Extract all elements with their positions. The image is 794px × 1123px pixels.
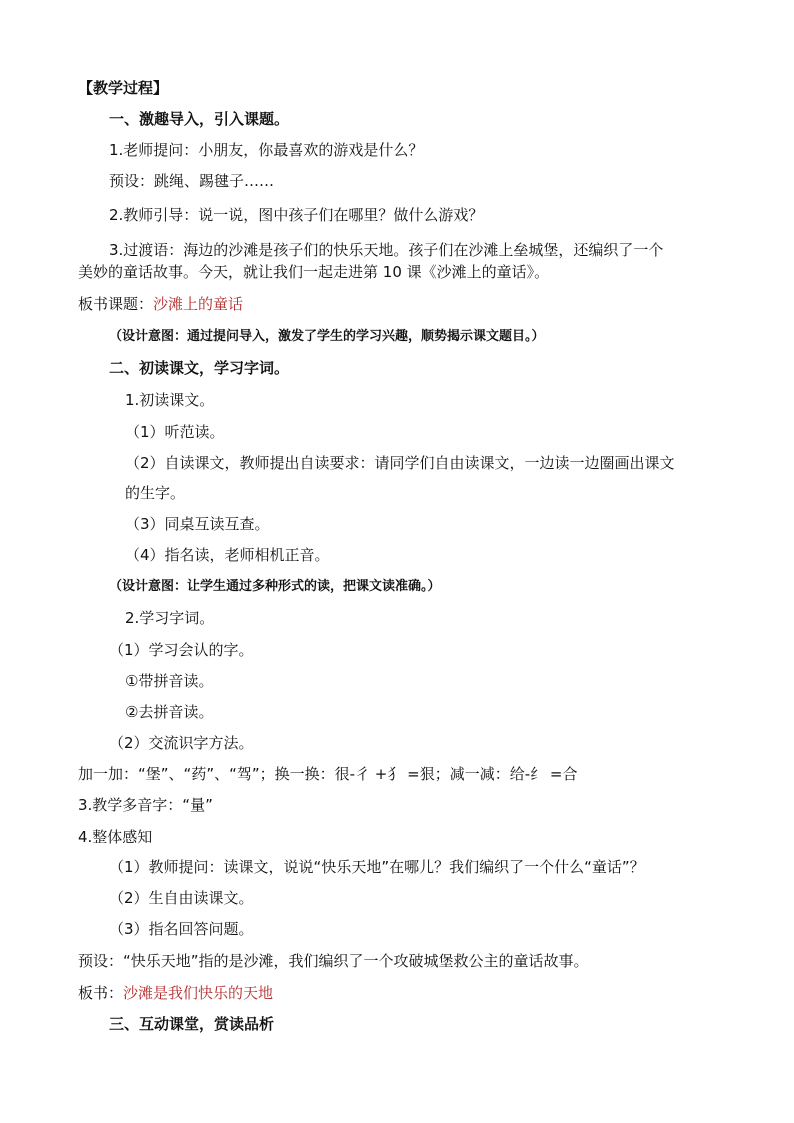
section2-step-1-2-line1: （2）自读课文，教师提出自读要求：请同学们自由读课文，一边读一边圈画出课文 <box>125 454 675 472</box>
board-value: 沙滩上的童话 <box>153 295 244 313</box>
section1-question-3-line2: 美妙的童话故事。今天，就让我们一起走进第 10 课《沙滩上的童话》。 <box>78 263 550 281</box>
section2-step-3: 3.教学多音字：“量” <box>78 796 213 814</box>
section2-design-note: （设计意图：让学生通过多种形式的读，把课文读准确。） <box>109 579 441 594</box>
section1-question-3-line1: 3.过渡语：海边的沙滩是孩子们的快乐天地。孩子们在沙滩上垒城堡，还编织了一个 <box>109 241 664 259</box>
section1-preset: 预设：跳绳、踢毽子…… <box>109 172 275 190</box>
section2-step-4: 4.整体感知 <box>78 828 153 846</box>
section1-design-note: （设计意图：通过提问导入，激发了学生的学习兴趣，顺势揭示课文题目。） <box>109 329 545 344</box>
section2-step-1-3: （3）同桌互读互查。 <box>125 515 270 533</box>
section1-title: 一、激趣导入，引入课题。 <box>109 110 290 128</box>
board-value: 沙滩是我们快乐的天地 <box>123 984 274 1002</box>
section2-step-2-2: （2）交流识字方法。 <box>109 734 254 752</box>
section2-step-1-2-line2: 的生字。 <box>125 484 186 502</box>
section2-step-2: 2.学习字词。 <box>125 609 215 627</box>
board-label: 板书课题： <box>78 295 154 313</box>
section2-step-1-4: （4）指名读，老师相机正音。 <box>125 546 330 564</box>
section2-board <box>78 983 273 1003</box>
section2-step-1: 1.初读课文。 <box>125 391 215 409</box>
section2-step-2-1b: ②去拼音读。 <box>125 703 214 721</box>
section3-title: 三、互动课堂，赏读品析 <box>109 1015 275 1033</box>
section2-step-1-1: （1）听范读。 <box>125 423 225 441</box>
section2-preset: 预设：“快乐天地”指的是沙滩，我们编织了一个攻破城堡救公主的童话故事。 <box>78 952 589 970</box>
section2-title: 二、初读课文，学习字词。 <box>109 359 290 377</box>
section2-step-4-2: （2）生自由读课文。 <box>109 889 254 907</box>
section1-question-2: 2.教师引导：说一说，图中孩子们在哪里？做什么游戏？ <box>109 206 484 224</box>
section2-step-4-3: （3）指名回答问题。 <box>109 920 254 938</box>
board-label: 板书： <box>78 984 124 1002</box>
section1-question-1: 1.老师提问：小朋友，你最喜欢的游戏是什么？ <box>109 141 424 159</box>
section1-board-title <box>78 294 243 314</box>
teaching-process-heading: 【教学过程】 <box>78 79 169 97</box>
section2-step-4-1: （1）教师提问：读课文，说说“快乐天地”在哪儿？我们编织了一个什么“童话”？ <box>109 858 645 876</box>
section2-step-2-1: （1）学习会认的字。 <box>109 641 254 659</box>
section2-step-2-1a: ①带拼音读。 <box>125 672 214 690</box>
section2-method: 加一加：“堡”、“药”、“驾”；换一换：很-彳 +犭 =狠；减一减：给-纟 =合 <box>78 765 578 783</box>
